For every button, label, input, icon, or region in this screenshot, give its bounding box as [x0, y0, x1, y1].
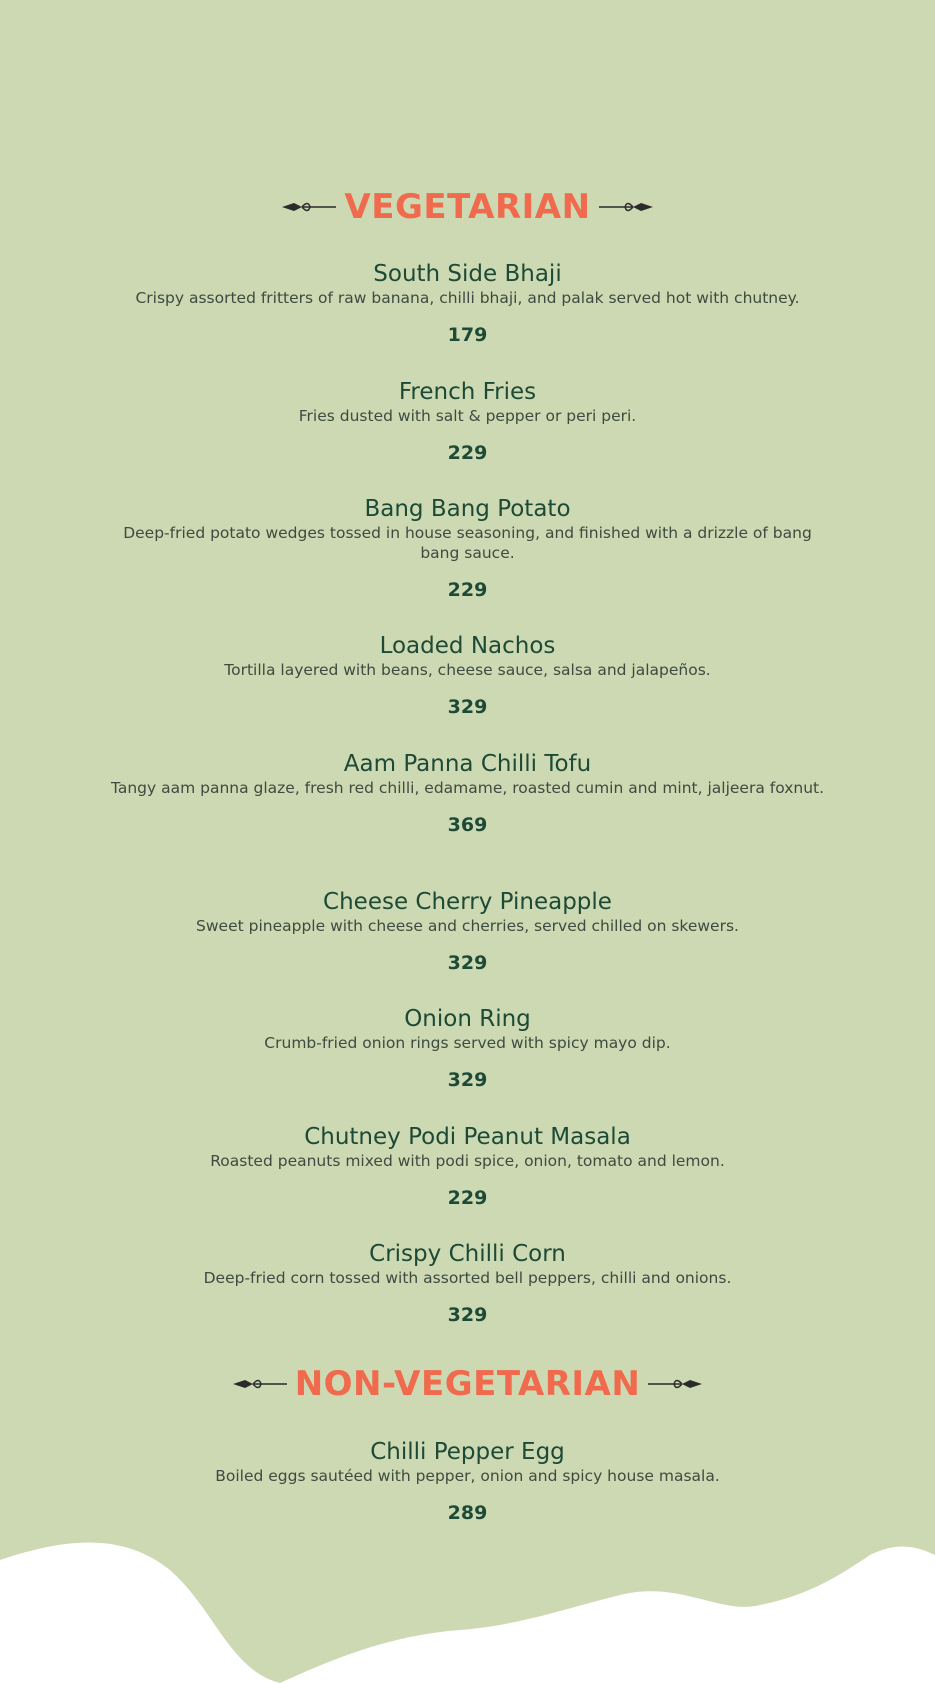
section-title: NON-VEGETARIAN	[294, 1364, 641, 1404]
item-price: 329	[447, 952, 488, 974]
arrow-flourish-icon	[597, 197, 655, 217]
menu-item	[0, 1005, 935, 1092]
item-name: South Side Bhaji	[373, 261, 562, 287]
item-price: 329	[447, 1069, 488, 1091]
item-price: 369	[447, 814, 488, 836]
item-price: 229	[447, 442, 488, 464]
item-description: Deep-fried potato wedges tossed in house seasoning, and finished with a drizzle of bang bang sauce.	[123, 524, 812, 562]
item-price: 229	[447, 1187, 488, 1209]
menu-item	[0, 260, 935, 347]
menu-item	[0, 1438, 935, 1525]
item-price: 179	[447, 324, 488, 346]
menu-item	[0, 632, 935, 719]
arrow-flourish-icon	[646, 1374, 704, 1394]
item-description: Tangy aam panna glaze, fresh red chilli, edamame, roasted cumin and mint, jaljeera foxnut.	[110, 779, 825, 797]
item-name: Onion Ring	[404, 1006, 531, 1032]
item-price: 289	[447, 1502, 488, 1524]
arrow-flourish-icon	[231, 1374, 289, 1394]
item-description: Crumb-fried onion rings served with spicy mayo dip.	[264, 1034, 671, 1052]
item-name: Loaded Nachos	[379, 633, 556, 659]
item-name: Cheese Cherry Pineapple	[323, 889, 612, 915]
item-name: Crispy Chilli Corn	[369, 1241, 566, 1267]
menu-item	[0, 1240, 935, 1327]
item-name: Aam Panna Chilli Tofu	[343, 751, 592, 777]
arrow-flourish-icon	[280, 197, 338, 217]
item-price: 329	[447, 1304, 488, 1326]
item-price: 329	[447, 696, 488, 718]
section-header-non-vegetarian	[0, 1359, 935, 1409]
item-name: Bang Bang Potato	[364, 496, 571, 522]
section-header-vegetarian	[0, 182, 935, 232]
section-title: VEGETARIAN	[344, 187, 591, 227]
decorative-wave	[0, 1520, 935, 1683]
item-price: 229	[447, 579, 488, 601]
item-description: Fries dusted with salt & pepper or peri peri.	[298, 407, 637, 425]
menu-item	[0, 750, 935, 837]
item-description: Boiled eggs sautéed with pepper, onion and spicy house masala.	[215, 1467, 720, 1485]
item-name: Chilli Pepper Egg	[370, 1439, 565, 1465]
item-description: Sweet pineapple with cheese and cherries, served chilled on skewers.	[196, 917, 739, 935]
menu-item	[0, 378, 935, 465]
item-description: Roasted peanuts mixed with podi spice, onion, tomato and lemon.	[210, 1152, 725, 1170]
item-description: Crispy assorted fritters of raw banana, chilli bhaji, and palak served hot with chutney.	[135, 289, 800, 307]
item-description: Tortilla layered with beans, cheese sauce, salsa and jalapeños.	[224, 661, 711, 679]
menu-item	[0, 888, 935, 975]
item-name: Chutney Podi Peanut Masala	[304, 1124, 631, 1150]
menu-item	[0, 1123, 935, 1210]
menu-item	[0, 495, 935, 602]
item-description: Deep-fried corn tossed with assorted bell peppers, chilli and onions.	[203, 1269, 732, 1287]
item-name: French Fries	[398, 379, 537, 405]
